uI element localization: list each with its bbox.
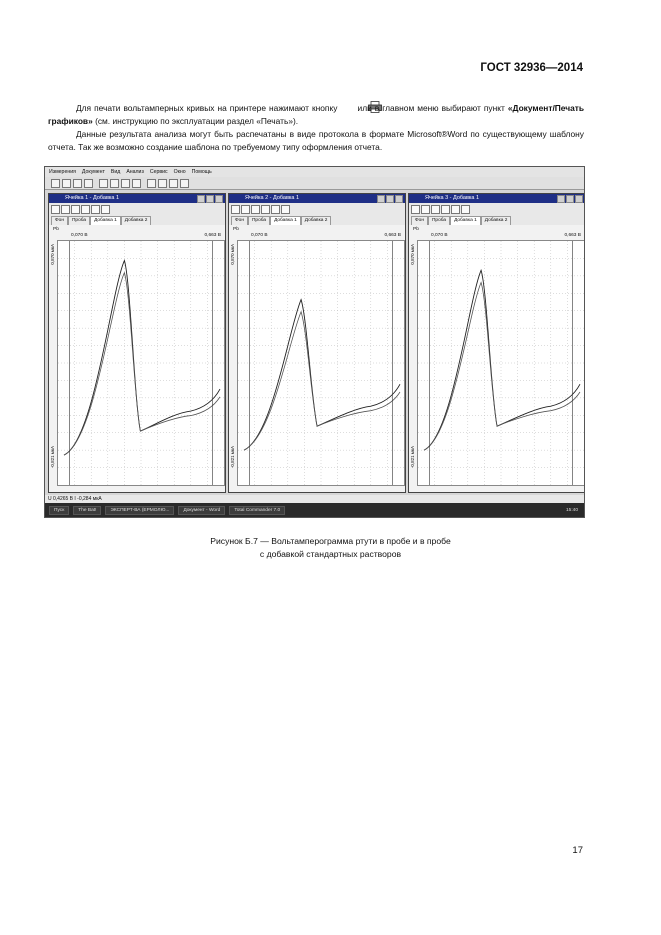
menu-bar [45,167,584,177]
tab-curve[interactable]: Фон [51,216,68,225]
window-toolbar [49,203,225,215]
x-axis-max-label: 0,663 В [564,233,581,238]
measure-icon[interactable] [110,179,119,188]
clock: 15:40 [565,507,578,513]
tab-curve[interactable]: Добавка 1 [450,216,481,225]
y-axis-min-label: -0,821 мкА [50,446,55,469]
tangent-icon[interactable] [281,205,290,214]
print-icon[interactable] [84,179,93,188]
chart-icon[interactable] [180,179,189,188]
close-icon[interactable] [575,195,583,203]
window-title-text: Ячейка 3 - Добавка 1 [425,195,480,201]
measurement-window[interactable] [228,193,406,493]
maximize-icon[interactable] [386,195,394,203]
maximize-icon[interactable] [566,195,574,203]
baseline-icon[interactable] [451,205,460,214]
paragraph-print-instructions [48,101,584,127]
tangent-icon[interactable] [461,205,470,214]
settings-icon[interactable] [147,179,156,188]
main-toolbar [45,177,584,190]
zoom-in-icon[interactable] [231,205,240,214]
window-title-text: Ячейка 2 - Добавка 1 [245,195,300,201]
start-button[interactable]: Пуск [49,506,69,515]
figure-caption-line1: Рисунок Б.7 — Вольтамперограмма ртути в пробе и в пробе [210,536,451,546]
curve-sample [64,261,220,456]
curve-addition [424,282,580,450]
tab-curve[interactable]: Добавка 2 [301,216,332,225]
taskbar-item-mail[interactable]: The Bat! [73,506,101,515]
y-axis-max-label: 0,870 мкА [230,244,235,265]
y-axis-min-label: -0,821 мкА [410,446,415,469]
paragraph-report-export: Данные результата анализа могут быть распечатаны в виде протокола в формате Microsoft®Word по существующему шаблону отчета. Так же возможно создание шаблона по требуемому типу оформления отчета. [48,129,584,152]
menu-item-measure[interactable]: Измерения [49,169,76,175]
x-axis-min-label: 0,070 В [71,233,88,238]
drop-icon[interactable] [169,179,178,188]
tab-curve[interactable]: Фон [411,216,428,225]
zoom-out-icon[interactable] [61,205,70,214]
marker-label: Pb [233,226,239,232]
menu-item-window[interactable]: Окно [173,169,186,175]
curve-addition [64,273,220,455]
toolbar-separator [95,180,97,187]
zoom-in-icon[interactable] [51,205,60,214]
cursor-icon[interactable] [99,179,108,188]
curve-tabs [409,215,585,225]
marker-label: Pb [53,226,59,232]
window-toolbar [229,203,405,215]
zoom-in-icon[interactable] [411,205,420,214]
figure-caption [0,535,661,560]
tab-curve[interactable]: Проба [248,216,270,225]
peak-icon[interactable] [261,205,270,214]
plot-header [409,225,585,233]
curve-addition [244,312,400,450]
zoom-fit-icon[interactable] [431,205,440,214]
minimize-icon[interactable] [557,195,565,203]
voltammogram-plot[interactable] [237,240,405,486]
zoom-out-icon[interactable] [241,205,250,214]
window-title[interactable] [409,194,585,203]
new-file-icon[interactable] [51,179,60,188]
step-icon[interactable] [121,179,130,188]
calibrate-icon[interactable] [158,179,167,188]
tangent-icon[interactable] [101,205,110,214]
x-axis-max-label: 0,663 В [384,233,401,238]
menu-item-service[interactable]: Сервис [149,169,168,175]
maximize-icon[interactable] [206,195,214,203]
y-axis-max-label: 0,870 мкА [50,244,55,265]
scale-icon[interactable] [132,179,141,188]
figure-caption-line2: с добавкой стандартных растворов [259,548,402,559]
menu-path-print-graphs: «Документ/Печать графиков» [48,103,585,126]
voltammogram-plot[interactable] [57,240,225,486]
zoom-fit-icon[interactable] [251,205,260,214]
close-icon[interactable] [215,195,223,203]
baseline-icon[interactable] [271,205,280,214]
curve-tabs [49,215,225,225]
taskbar-item-expert[interactable]: ЭКСПЕРТ-ВА (ЕРМОЛЮ... [105,506,174,515]
standard-number: ГОСТ 32936—2014 [480,62,583,74]
baseline-icon[interactable] [91,205,100,214]
curve-sample [424,270,580,450]
zoom-out-icon[interactable] [421,205,430,214]
marker-label: Pb [413,226,419,232]
measurement-window[interactable] [48,193,226,493]
y-axis-min-label: -0,821 мкА [230,446,235,469]
x-axis-max-label: 0,663 В [204,233,221,238]
voltammogram-plot[interactable] [417,240,585,486]
plot-header [229,225,405,233]
menu-item-view[interactable]: Вид [110,169,121,175]
window-title-text: Ячейка 1 - Добавка 1 [65,195,120,201]
tab-curve[interactable]: Добавка 1 [90,216,121,225]
toolbar-separator [143,180,145,187]
save-icon[interactable] [73,179,82,188]
tab-curve[interactable]: Добавка 2 [121,216,152,225]
window-toolbar [409,203,585,215]
taskbar-item-word[interactable]: Документ - Word [178,506,225,515]
window-title[interactable] [229,194,405,203]
x-axis-min-label: 0,070 В [431,233,448,238]
tab-curve[interactable]: Фон [231,216,248,225]
minimize-icon[interactable] [377,195,385,203]
status-bar: U 0,4265 В I -0,284 мкА [45,495,584,504]
zoom-fit-icon[interactable] [71,205,80,214]
menu-item-analysis[interactable]: Анализ [126,169,144,175]
measurement-window[interactable] [408,193,585,493]
close-icon[interactable] [395,195,403,203]
tab-curve[interactable]: Проба [68,216,90,225]
taskbar [45,503,584,517]
tab-curve[interactable]: Добавка 2 [481,216,512,225]
peak-icon[interactable] [81,205,90,214]
menu-item-document[interactable]: Документ [81,169,105,175]
paragraph-print-text-b: или в главном меню выбирают пункт [357,103,505,113]
plot-header [49,225,225,233]
peak-icon[interactable] [441,205,450,214]
open-folder-icon[interactable] [62,179,71,188]
menu-item-help[interactable]: Помощь [191,169,212,175]
page-number: 17 [572,845,583,856]
x-axis-min-label: 0,070 В [251,233,268,238]
paragraph-print-text-d: (см. инструкцию по эксплуатации раздел «Печать»). [95,115,299,126]
curve-sample [244,300,400,451]
tab-curve[interactable]: Добавка 1 [270,216,301,225]
taskbar-item-total-commander[interactable]: Total Commander 7.0 [229,506,285,515]
printer-icon [340,101,354,113]
curve-tabs [229,215,405,225]
tab-curve[interactable]: Проба [428,216,450,225]
application-screenshot [44,166,585,518]
window-title[interactable] [49,194,225,203]
y-axis-max-label: 0,870 мкА [410,244,415,265]
minimize-icon[interactable] [197,195,205,203]
paragraph-print-text-a: Для печати вольтамперных кривых на принтере нажимают кнопку [76,103,338,113]
